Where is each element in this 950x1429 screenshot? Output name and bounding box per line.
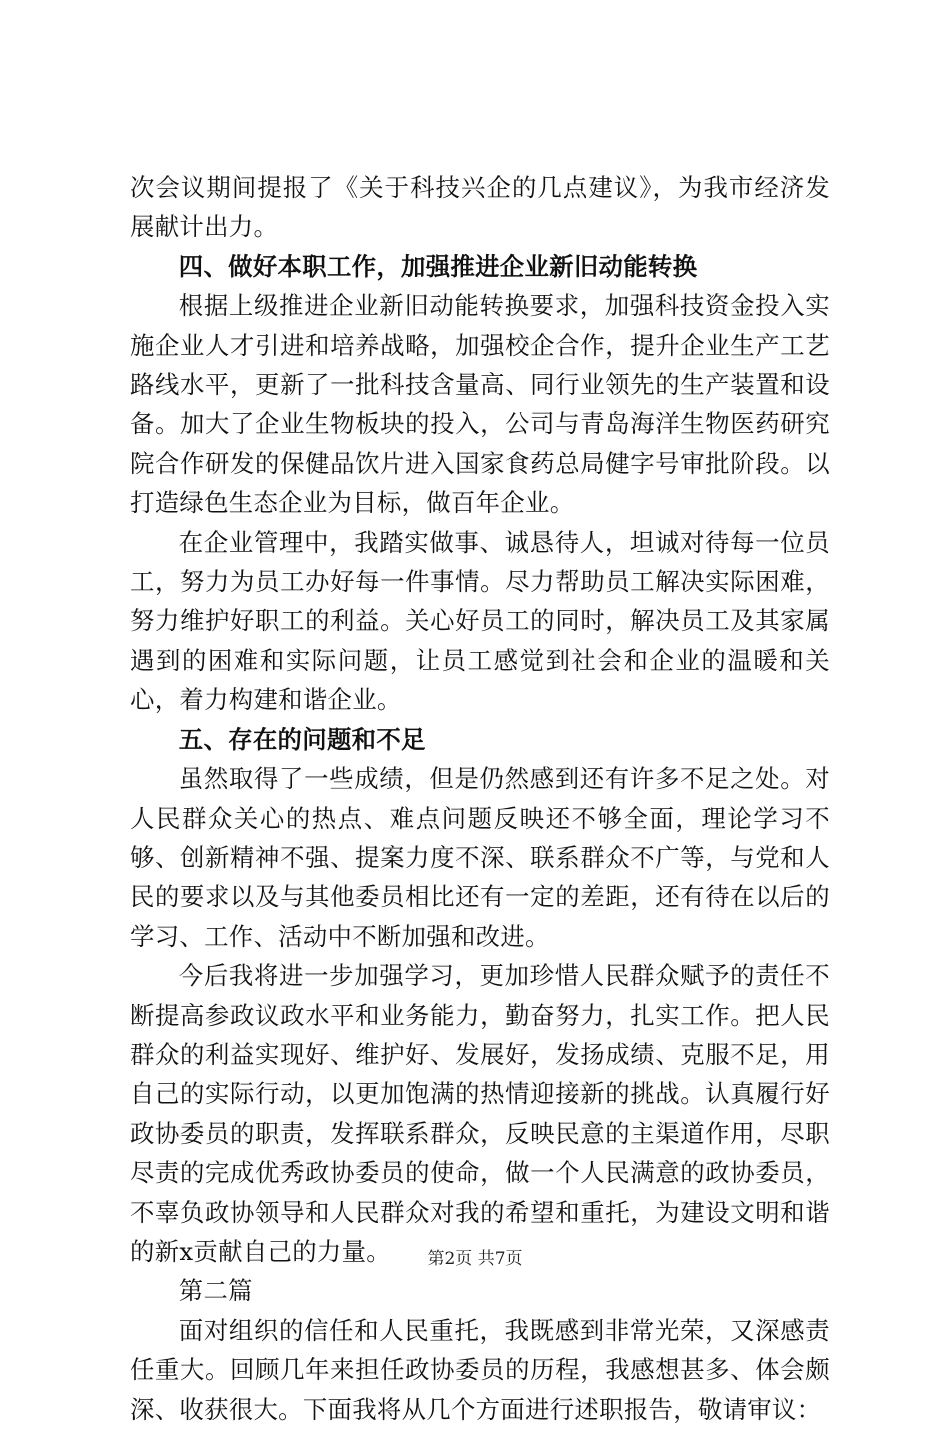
section-heading-four: 四、做好本职工作，加强推进企业新旧动能转换 <box>178 251 698 281</box>
document-body <box>130 168 830 1429</box>
paragraph-conversion: 根据上级推进企业新旧动能转换要求，加强科技资金投入实施企业人才引进和培养战略，加强校企合作，提升企业生产工艺路线水平，更新了一批科技含量高、同行业领先的生产装置和设备。加大了企业生物板块的投入，公司与青岛海洋生物医药研究院合作研发的保健品饮片进入国家食药总局健字号审批阶段。以打造绿色生态企业为目标，做百年企业。 <box>130 291 830 518</box>
paragraph-future: 今后我将进一步加强学习，更加珍惜人民群众赋予的责任不断提高参政议政水平和业务能力，勤奋努力，扎实工作。把人民群众的利益实现好、维护好、发展好，发扬成绩、克服不足，用自己的实际行动，以更加饱满的热情迎接新的挑战。认真履行好政协委员的职责，发挥联系群众，反映民意的主渠道作用，尽职尽责的完成优秀政协委员的使命，做一个人民满意的政协委员，不辜负政协领导和人民群众对我的希望和重托，为建设文明和谐的新x贡献自己的力量。 <box>130 961 830 1266</box>
section-heading-five: 五、存在的问题和不足 <box>178 724 426 754</box>
page-number-footer: 第2页 共7页 <box>427 1249 523 1269</box>
part-two-label: 第二篇 <box>178 1276 253 1306</box>
paragraph-part-two-intro: 面对组织的信任和人民重托，我既感到非常光荣，又深感责任重大。回顾几年来担任政协委员的历程，我感想甚多、体会颇深、收获很大。下面我将从几个方面进行述职报告，敬请审议： <box>130 1315 830 1424</box>
paragraph-management: 在企业管理中，我踏实做事、诚恳待人，坦诚对待每一位员工，努力为员工办好每一件事情。尽力帮助员工解决实际困难，努力维护好职工的利益。关心好员工的同时，解决员工及其家属遇到的困难和实际问题，让员工感觉到社会和企业的温暖和关心，着力构建和谐企业。 <box>130 527 830 715</box>
paragraph-shortcomings: 虽然取得了一些成绩，但是仍然感到还有许多不足之处。对人民群众关心的热点、难点问题反映还不够全面，理论学习不够、创新精神不强、提案力度不深、联系群众不广等，与党和人民的要求以及与其他委员相比还有一定的差距，还有待在以后的学习、工作、活动中不断加强和改进。 <box>130 764 830 951</box>
paragraph-continued: 次会议期间提报了《关于科技兴企的几点建议》，为我市经济发展献计出力。 <box>130 173 830 242</box>
